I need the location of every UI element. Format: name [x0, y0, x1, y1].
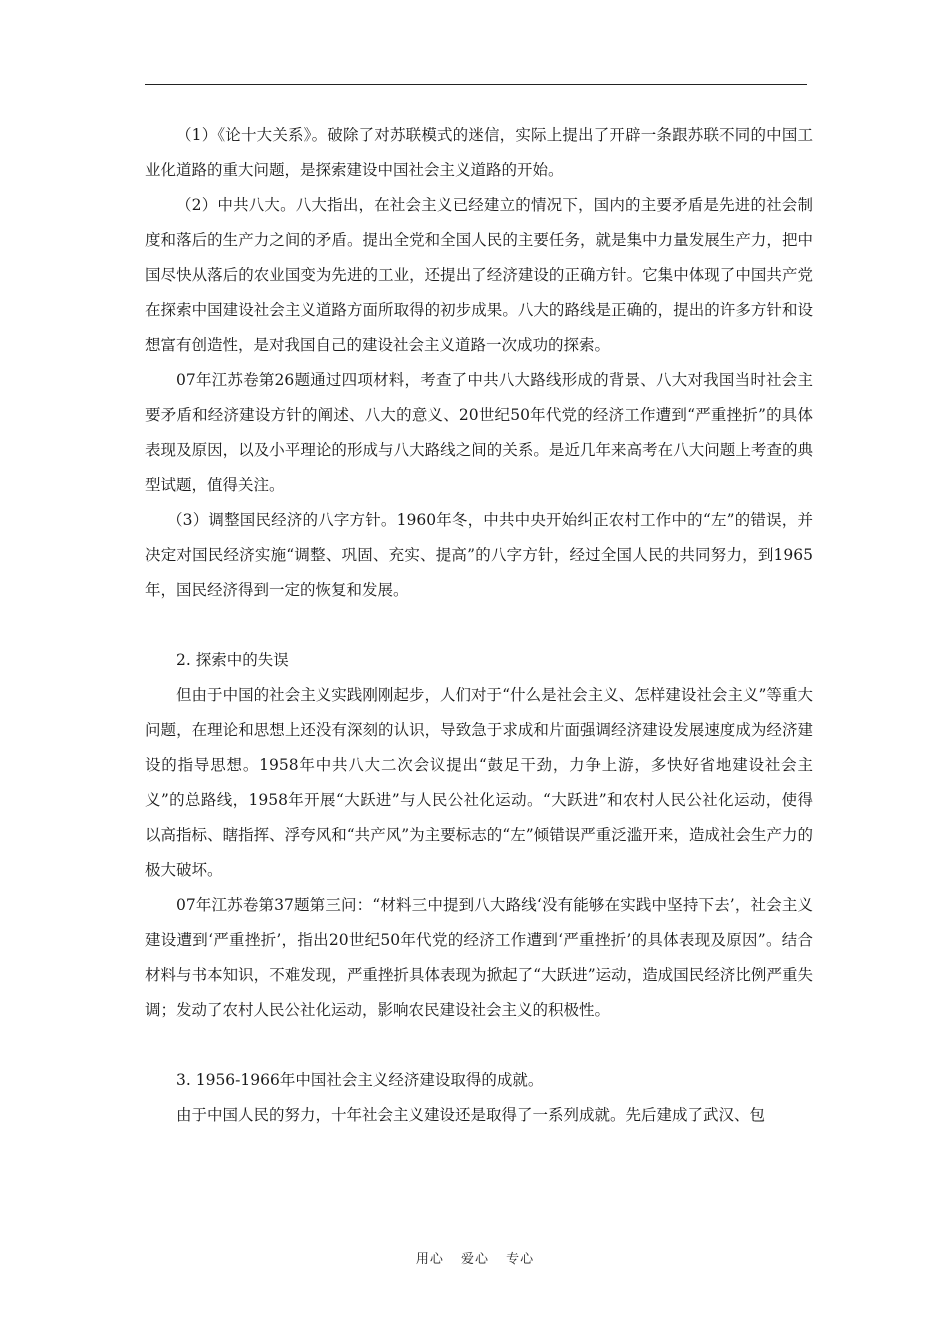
paragraph-ba-zi-fang-zhen: （3）调整国民经济的八字方针。1960年冬，中共中央开始纠正农村工作中的“左”的错误，并决定对国民经济实施“调整、巩固、充实、提高”的八字方针，经过全国人民的共同努力，到1965年，国民经济得到一定的恢复和发展。: [145, 511, 813, 599]
section-heading-3: 3. 1956-1966年中国社会主义经济建设取得的成就。: [176, 1071, 544, 1089]
paragraph-cheng-jiu: 由于中国人民的努力，十年社会主义建设还是取得了一系列成就。先后建成了武汉、包: [176, 1106, 766, 1124]
page-footer: 用心 爱心 专心: [415, 1252, 535, 1267]
section-heading-2: 2. 探索中的失误: [176, 651, 289, 669]
paragraph-lun-shi-da-guan-xi: （1）《论十大关系》。破除了对苏联模式的迷信，实际上提出了开辟一条跟苏联不同的中国工业化道路的重大问题，是探索建设中国社会主义道路的开始。: [145, 126, 813, 179]
spacer: [145, 608, 813, 643]
header-rule: [145, 84, 807, 85]
spacer: [145, 1028, 813, 1063]
paragraph-ba-da: （2）中共八大。八大指出，在社会主义已经建立的情况下，国内的主要矛盾是先进的社会制度和落后的生产力之间的矛盾。提出全党和全国人民的主要任务，就是集中力量发展生产力，把中国尽快从落后的农业国变为先进的工业，还提出了经济建设的正确方针。它集中体现了中国共产党在探索中国建设社会主义道路方面所取得的初步成果。八大的路线是正确的，提出的许多方针和设想富有创造性，是对我国自己的建设社会主义道路一次成功的探索。: [145, 196, 813, 354]
paragraph-jiangsu-26: 07年江苏卷第26题通过四项材料，考查了中共八大路线形成的背景、八大对我国当时社会主要矛盾和经济建设方针的阐述、八大的意义、20世纪50年代党的经济工作遭到“严重挫折”的具体表现及原因，以及小平理论的形成与八大路线之间的关系。是近几年来高考在八大问题上考查的典型试题，值得关注。: [145, 371, 813, 494]
document-body: [145, 118, 813, 1133]
paragraph-jiangsu-37: 07年江苏卷第37题第三问：“材料三中提到八大路线‘没有能够在实践中坚持下去’，社会主义建设遭到‘严重挫折’，指出20世纪50年代党的经济工作遭到‘严重挫折’的具体表现及原因”。结合材料与书本知识，不难发现，严重挫折具体表现为掀起了“大跃进”运动，造成国民经济比例严重失调；发动了农村人民公社化运动，影响农民建设社会主义的积极性。: [145, 896, 813, 1019]
paragraph-shi-wu: 但由于中国的社会主义实践刚刚起步，人们对于“什么是社会主义、怎样建设社会主义”等重大问题，在理论和思想上还没有深刻的认识，导致急于求成和片面强调经济建设发展速度成为经济建设的指导思想。1958年中共八大二次会议提出“鼓足干劲，力争上游，多快好省地建设社会主义”的总路线，1958年开展“大跃进”与人民公社化运动。“大跃进”和农村人民公社化运动，使得以高指标、瞎指挥、浮夸风和“共产风”为主要标志的“左”倾错误严重泛滥开来，造成社会生产力的极大破坏。: [145, 686, 813, 879]
